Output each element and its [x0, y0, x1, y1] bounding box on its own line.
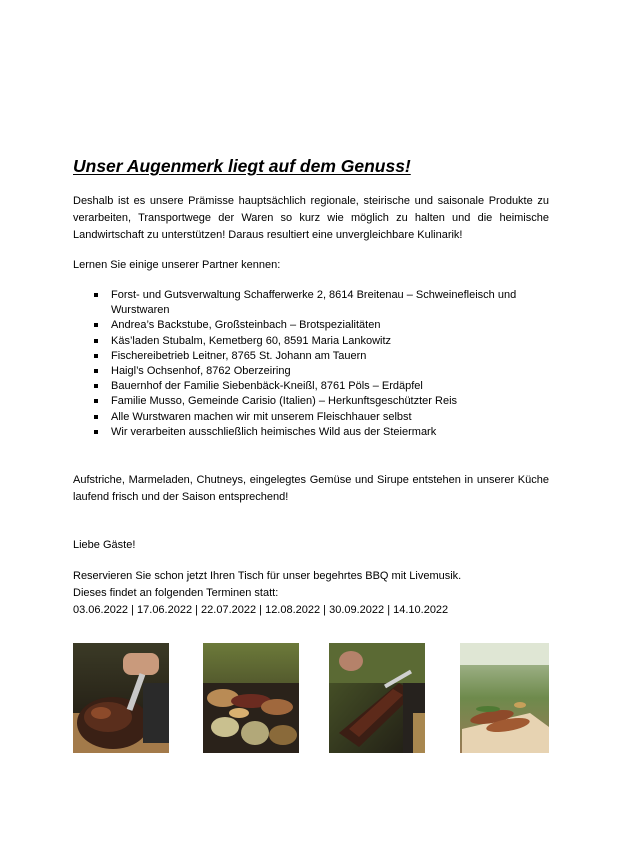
photo-strip — [0, 643, 617, 753]
list-item: Andrea’s Backstube, Großsteinbach – Brotspezialitäten — [73, 318, 553, 333]
list-item: Bauernhof der Familie Siebenbäck-Kneißl, 8761 Pöls – Erdäpfel — [73, 379, 553, 394]
greeting: Liebe Gäste! — [73, 539, 136, 551]
list-item: Forst- und Gutsverwaltung Schafferwerke 2, 8614 Breitenau – Schweinefleisch und Wurstwaren — [73, 288, 553, 318]
bbq-line-1: Reservieren Sie schon jetzt Ihren Tisch für unser begehrtes BBQ mit Livemusik. — [73, 570, 462, 582]
list-item: Familie Musso, Gemeinde Carisio (Italien) – Herkunftsgeschützter Reis — [73, 394, 553, 409]
partners-list — [73, 288, 553, 440]
list-item: Alle Wurstwaren machen wir mit unserem Fleischhauer selbst — [73, 410, 553, 425]
intro-paragraph: Deshalb ist es unsere Prämisse hauptsächlich regionale, steirische und saisonale Produkte zu verarbeiten, Transportwege der Waren so kurz wie möglich zu halten und die heimische Landwirtschaft zu unterstützen! Daraus resultiert eine unvergleichbare Kulinarik! — [73, 195, 549, 241]
bbq-dates: 03.06.2022 | 17.06.2022 | 22.07.2022 | 12.08.2022 | 30.09.2022 | 14.10.2022 — [73, 604, 449, 616]
kitchen-paragraph: Aufstriche, Marmeladen, Chutneys, eingelegtes Gemüse und Sirupe entstehen in unserer Küche laufend frisch und der Saison entsprechend! — [73, 474, 549, 503]
grilled-meat-carving-photo — [73, 643, 169, 753]
bbq-line-2: Dieses findet an folgenden Terminen statt: — [73, 587, 279, 599]
list-item: Fischereibetrieb Leitner, 8765 St. Johann am Tauern — [73, 349, 553, 364]
partners-intro: Lernen Sie einige unserer Partner kennen: — [73, 259, 281, 271]
plated-sausages-photo — [460, 643, 549, 753]
list-item: Käs’laden Stubalm, Kemetberg 60, 8591 Maria Lankowitz — [73, 334, 553, 349]
list-item: Haigl’s Ochsenhof, 8762 Oberzeiring — [73, 364, 553, 379]
grill-vegetables-sausages-photo — [203, 643, 299, 753]
bbq-paragraph — [73, 568, 549, 619]
meat-slicing-photo — [329, 643, 425, 753]
list-item: Wir verarbeiten ausschließlich heimisches Wild aus der Steiermark — [73, 425, 553, 440]
page-heading: Unser Augenmerk liegt auf dem Genuss! — [73, 156, 411, 176]
